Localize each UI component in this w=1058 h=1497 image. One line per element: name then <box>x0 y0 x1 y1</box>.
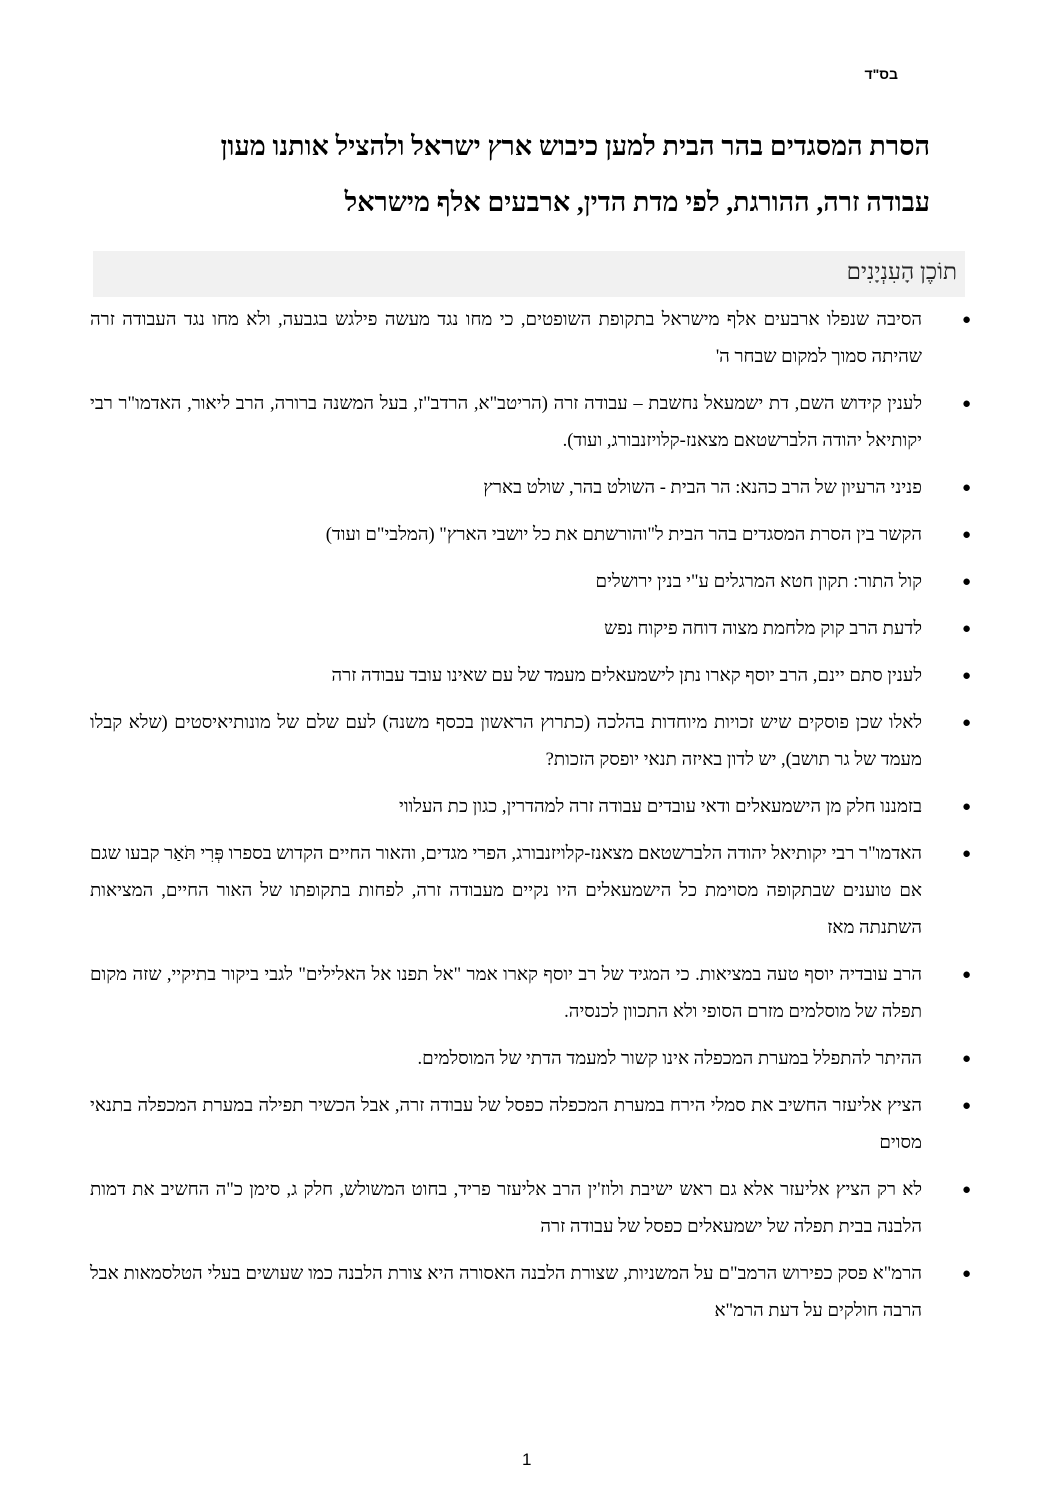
bullet-icon: ● <box>961 715 971 731</box>
title-line-2: עבודה זרה, ההורגת, לפי מדת הדין, ארבעים אלף מישראל <box>344 187 930 217</box>
bullet-icon: ● <box>961 1051 971 1067</box>
list-item <box>90 705 970 779</box>
list-item <box>90 957 970 1031</box>
bullet-icon: ● <box>961 574 971 590</box>
list-item <box>90 564 970 601</box>
list-item <box>90 386 970 460</box>
list-item-text: בזמננו חלק מן הישמעאלים ודאי עובדים עבודה זרה למהדרין, כגון כת העלווי <box>398 797 922 817</box>
toc-heading: תוֹכֶן הָעִנְיָנִים <box>846 259 957 284</box>
list-item <box>90 658 970 695</box>
bullet-icon: ● <box>961 396 971 412</box>
list-item-text: הרב עובדיה יוסף טעה במציאות. כי המגיד של רב יוסף קארו אמר "אל תפנו אל האלילים" לגבי ביקור בתיקיי, שזה מקום תפלה של מוסלמים מזרם הסופי ולא התכוון לכנסיה. <box>90 965 922 1022</box>
bullet-icon: ● <box>961 967 971 983</box>
bsd-header: בס"ד <box>864 66 898 82</box>
list-item-text: הרמ"א פסק כפירוש הרמב"ם על המשניות, שצורת הלבנה האסורה היא צורת הלבנה כמו שעושים בעלי הטלסמאות אבל הרבה חולקים על דעת הרמ"א <box>90 1264 922 1321</box>
list-item <box>90 1256 970 1330</box>
list-item-text: האדמו"ר רבי יקותיאל יהודה הלברשטאם מצאנז-קלויזנבורג, הפרי מגדים, והאור החיים הקדוש בספרו פְּרִי תֹּאַר קבעו שגם אם טוענים שבתקופה מסוימת כל הישמעאלים היו נקיים מעבודה זרה, לפחות בתקופתו של האור החיים, המציאות השתנתה מאז <box>90 844 922 938</box>
bullet-icon: ● <box>961 1182 971 1198</box>
page-number: 1 <box>522 1450 532 1469</box>
bullet-icon: ● <box>961 668 971 684</box>
bullet-icon: ● <box>961 312 971 328</box>
list-item <box>90 789 970 826</box>
list-item <box>90 470 970 507</box>
list-item-text: הציץ אליעזר החשיב את סמלי הירח במערת המכפלה כפסל של עבודה זרה, אבל הכשיר תפילה במערת המכפלה בתנאי מסוים <box>90 1096 922 1153</box>
list-item-text: פניני הרעיון של הרב כהנא: הר הבית - השולט בהר, שולט בארץ <box>483 478 922 498</box>
list-item-text: לדעת הרב קוק מלחמת מצוה דוחה פיקוח נפש <box>604 619 922 639</box>
list-item-text: לענין סתם יינם, הרב יוסף קארו נתן לישמעאלים מעמד של עם שאינו עובד עבודה זרה <box>331 666 922 686</box>
toc-heading-bar <box>93 251 965 297</box>
document-title <box>110 118 930 230</box>
bullet-icon: ● <box>961 527 971 543</box>
list-item <box>90 1172 970 1246</box>
bullet-icon: ● <box>961 1266 971 1282</box>
bullet-icon: ● <box>961 480 971 496</box>
list-item-text: הסיבה שנפלו ארבעים אלף מישראל בתקופת השופטים, כי מחו נגד מעשה פילגש בגבעה, ולא מחו נגד העבודה זרה שהיתה סמוך למקום שבחר ה' <box>90 310 922 367</box>
list-item-text: לענין קידוש השם, דת ישמעאל נחשבת – עבודה זרה (הריטב"א, הרדב"ז, בעל המשנה ברורה, הרב ליאור, האדמו"ר רבי יקותיאל יהודה הלברשטאם מצאנז-קלויזנבורג, ועוד). <box>90 394 922 451</box>
list-item-text: ההיתר להתפלל במערת המכפלה אינו קשור למעמד הדתי של המוסלמים. <box>417 1049 922 1069</box>
list-item <box>90 1041 970 1078</box>
list-item-text: לא רק הציץ אליעזר אלא גם ראש ישיבת ולוז'ין הרב אליעזר פריד, בחוט המשולש, חלק ג, סימן כ"ה החשיב את דמות הלבנה בבית תפלה של ישמעאלים כפסל של עבודה זרה <box>90 1180 922 1237</box>
list-item <box>90 517 970 554</box>
list-item-text: הקשר בין הסרת המסגדים בהר הבית ל"והורשתם את כל יושבי הארץ" (המלבי"ם ועוד) <box>325 525 922 545</box>
list-item <box>90 302 970 376</box>
title-line-1: הסרת המסגדים בהר הבית למען כיבוש ארץ ישראל ולהציל אותנו מעון <box>220 131 930 161</box>
list-item-text: קול התור: תקון חטא המרגלים ע"י בנין ירושלים <box>595 572 922 592</box>
toc-list <box>90 302 970 1340</box>
list-item-text: לאלו שכן פוסקים שיש זכויות מיוחדות בהלכה (כתרוץ הראשון בכסף משנה) לעם שלם של מונותיאיסטים (שלא קבלו מעמד של גר תושב), יש לדון באיזה תנאי יופסק הזכות? <box>90 713 922 770</box>
bullet-icon: ● <box>961 621 971 637</box>
list-item <box>90 836 970 947</box>
list-item <box>90 1088 970 1162</box>
bullet-icon: ● <box>961 799 971 815</box>
list-item <box>90 611 970 648</box>
bullet-icon: ● <box>961 1098 971 1114</box>
bullet-icon: ● <box>961 846 971 862</box>
